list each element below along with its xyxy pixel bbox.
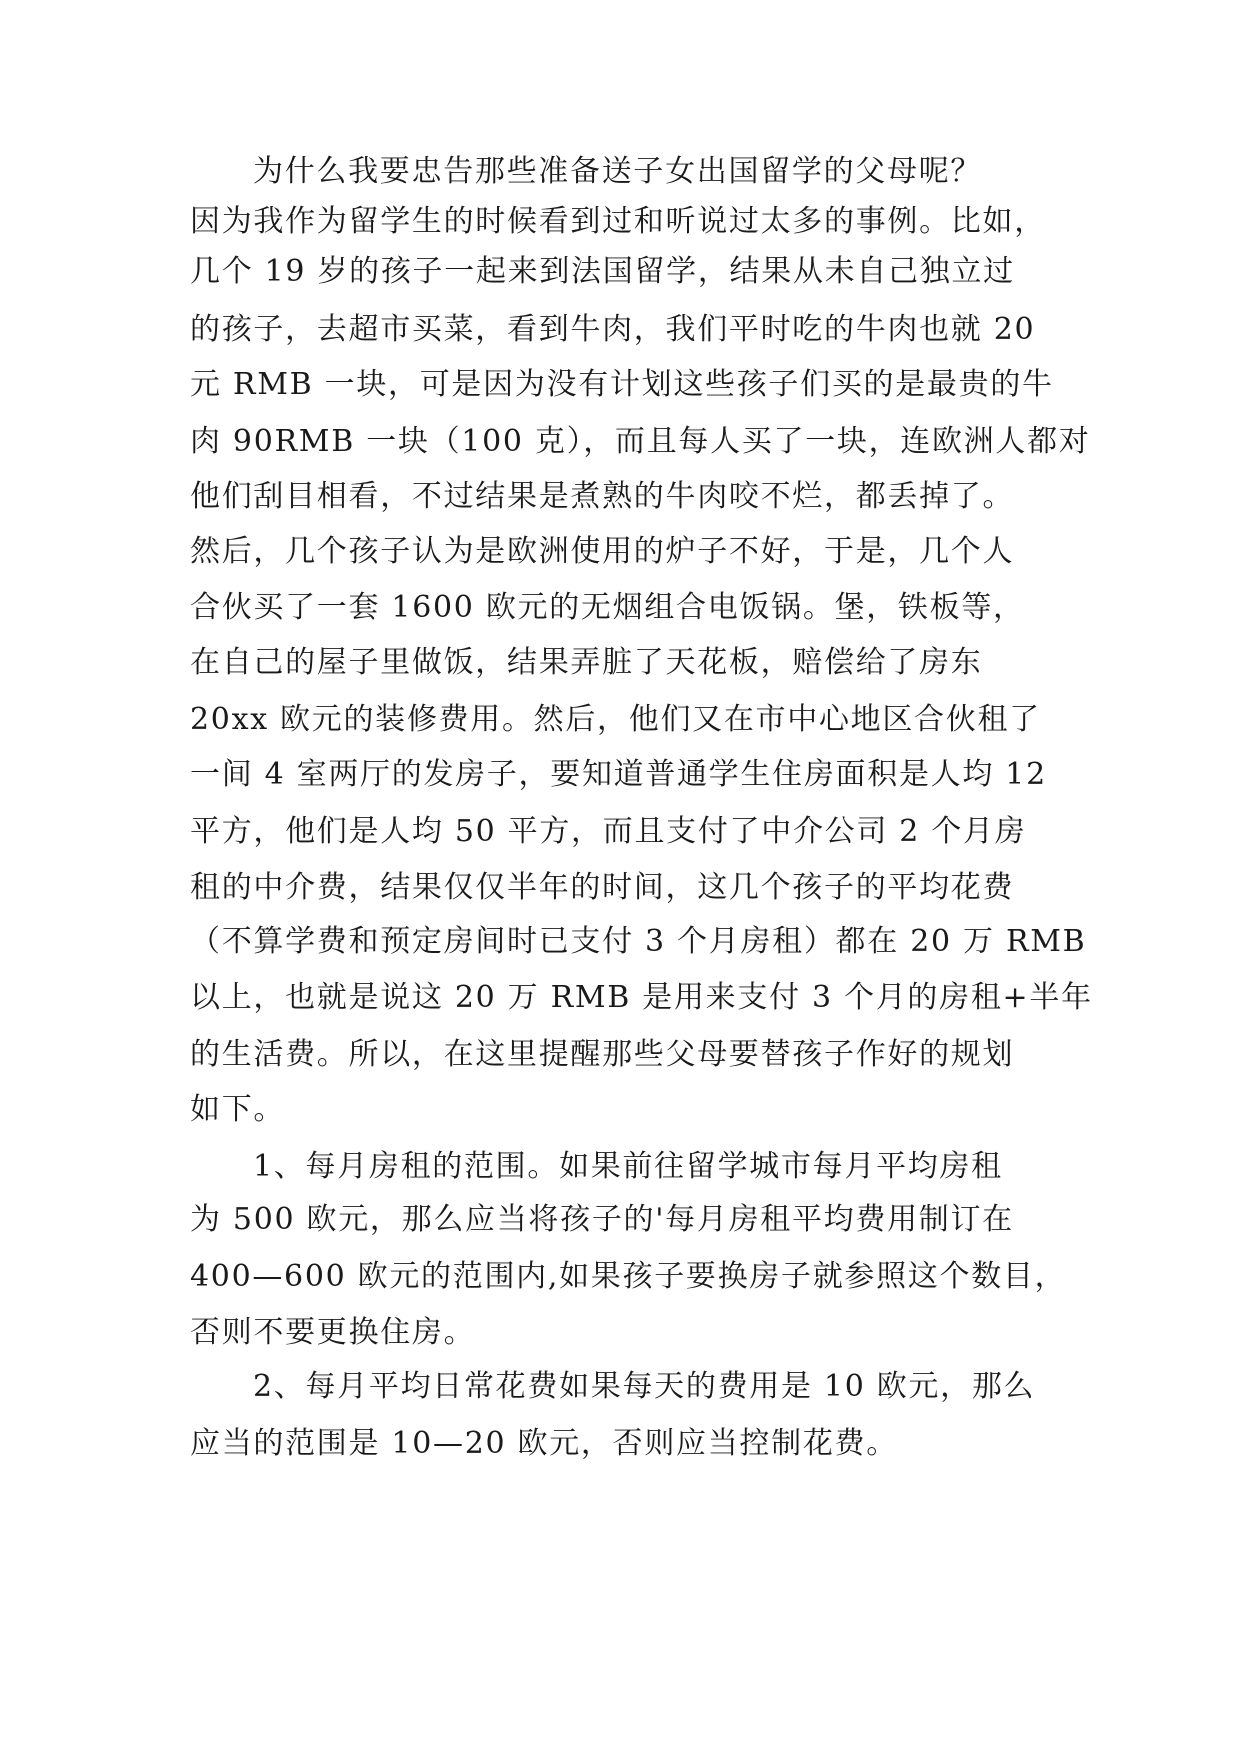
- paragraph-line: 肉 90RMB 一块（100 克），而且每人买了一块，连欧洲人都对: [190, 424, 1091, 459]
- paragraph-line: 一间 4 室两厅的发房子，要知道普通学生住房面积是人均 12: [190, 757, 1047, 792]
- list-item-1-line: 为 500 欧元，那么应当将孩子的'每月房租平均费用制订在: [190, 1202, 1014, 1237]
- paragraph-line: 租的中介费，结果仅仅半年的时间，这几个孩子的平均花费: [190, 870, 1015, 905]
- paragraph-line: 平方，他们是人均 50 平方，而且支付了中介公司 2 个月房: [190, 814, 1027, 849]
- list-item-1-line: 否则不要更换住房。: [190, 1315, 476, 1350]
- paragraph-line: 的孩子，去超市买菜，看到牛肉，我们平时吃的牛肉也就 20: [190, 312, 1036, 347]
- paragraph-line: 元 RMB 一块，可是因为没有计划这些孩子们买的是最贵的牛: [190, 367, 1054, 402]
- paragraph-line: 以上，也就是说这 20 万 RMB 是用来支付 3 个月的房租+半年: [190, 980, 1093, 1015]
- paragraph-line: 他们刮目相看，不过结果是煮熟的牛肉咬不烂，都丢掉了。: [190, 479, 1015, 514]
- paragraph-line: 合伙买了一套 1600 欧元的无烟组合电饭锅。堡，铁板等，: [190, 590, 1025, 625]
- paragraph-line: 的生活费。所以，在这里提醒那些父母要替孩子作好的规划: [190, 1037, 1015, 1072]
- paragraph-line: （不算学费和预定房间时已支付 3 个月房租）都在 20 万 RMB: [190, 924, 1087, 959]
- paragraph-line: 因为我作为留学生的时候看到过和听说过太多的事例。比如，: [190, 204, 1046, 239]
- list-item-1-line: 1、每月房租的范围。如果前往留学城市每月平均房租: [253, 1149, 1003, 1184]
- list-item-2-line: 2、每月平均日常花费如果每天的费用是 10 欧元，那么: [253, 1369, 1036, 1404]
- paragraph-line: 几个 19 岁的孩子一起来到法国留学，结果从未自己独立过: [190, 254, 1015, 289]
- paragraph-line: 然后，几个孩子认为是欧洲使用的炉子不好，于是，几个人: [190, 534, 1015, 569]
- paragraph-line: 20xx 欧元的装修费用。然后，他们又在市中心地区合伙租了: [190, 702, 1041, 737]
- list-item-2-line: 应当的范围是 10—20 欧元，否则应当控制花费。: [190, 1426, 898, 1461]
- paragraph-line: 在自己的屋子里做饭，结果弄脏了天花板，赔偿给了房东: [190, 645, 983, 680]
- paragraph-line: 如下。: [190, 1092, 286, 1127]
- paragraph-line: 为什么我要忠告那些准备送子女出国留学的父母呢？: [253, 154, 983, 189]
- list-item-1-line: 400—600 欧元的范围内,如果孩子要换房子就参照这个数目，: [190, 1259, 1067, 1294]
